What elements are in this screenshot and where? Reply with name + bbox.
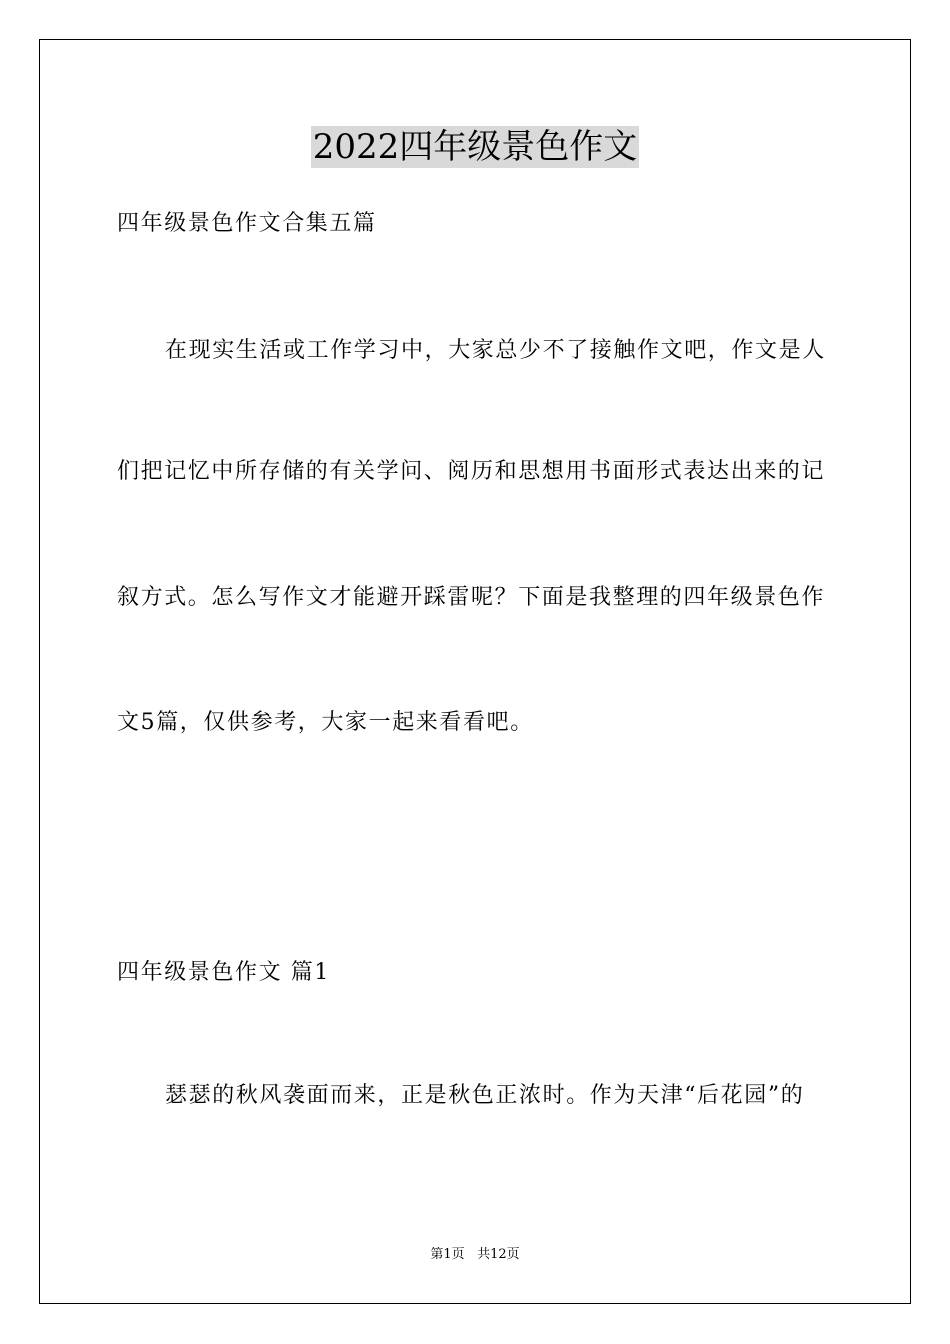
intro-line-1: 在现实生活或工作学习中，大家总少不了接触作文吧，作文是人 xyxy=(165,338,826,363)
intro-line-3: 叙方式。怎么写作文才能避开踩雷呢？下面是我整理的四年级景色作 xyxy=(117,585,826,610)
page-footer xyxy=(0,1246,950,1264)
intro-line-4: 文5篇，仅供参考，大家一起来看看吧。 xyxy=(117,710,534,735)
document-subtitle: 四年级景色作文合集五篇 xyxy=(117,211,377,236)
section-line-1: 瑟瑟的秋风袭面而来，正是秋色正浓时。作为天津“后花园”的 xyxy=(165,1083,805,1108)
footer-total-pages: 共12页 xyxy=(477,1247,520,1262)
title-container xyxy=(0,126,950,168)
intro-line-2: 们把记忆中所存储的有关学问、阅历和思想用书面形式表达出来的记 xyxy=(117,459,826,484)
section-heading: 四年级景色作文 篇1 xyxy=(117,960,330,985)
footer-page-number: 第1页 xyxy=(430,1247,465,1262)
document-title: 2022四年级景色作文 xyxy=(312,127,638,167)
